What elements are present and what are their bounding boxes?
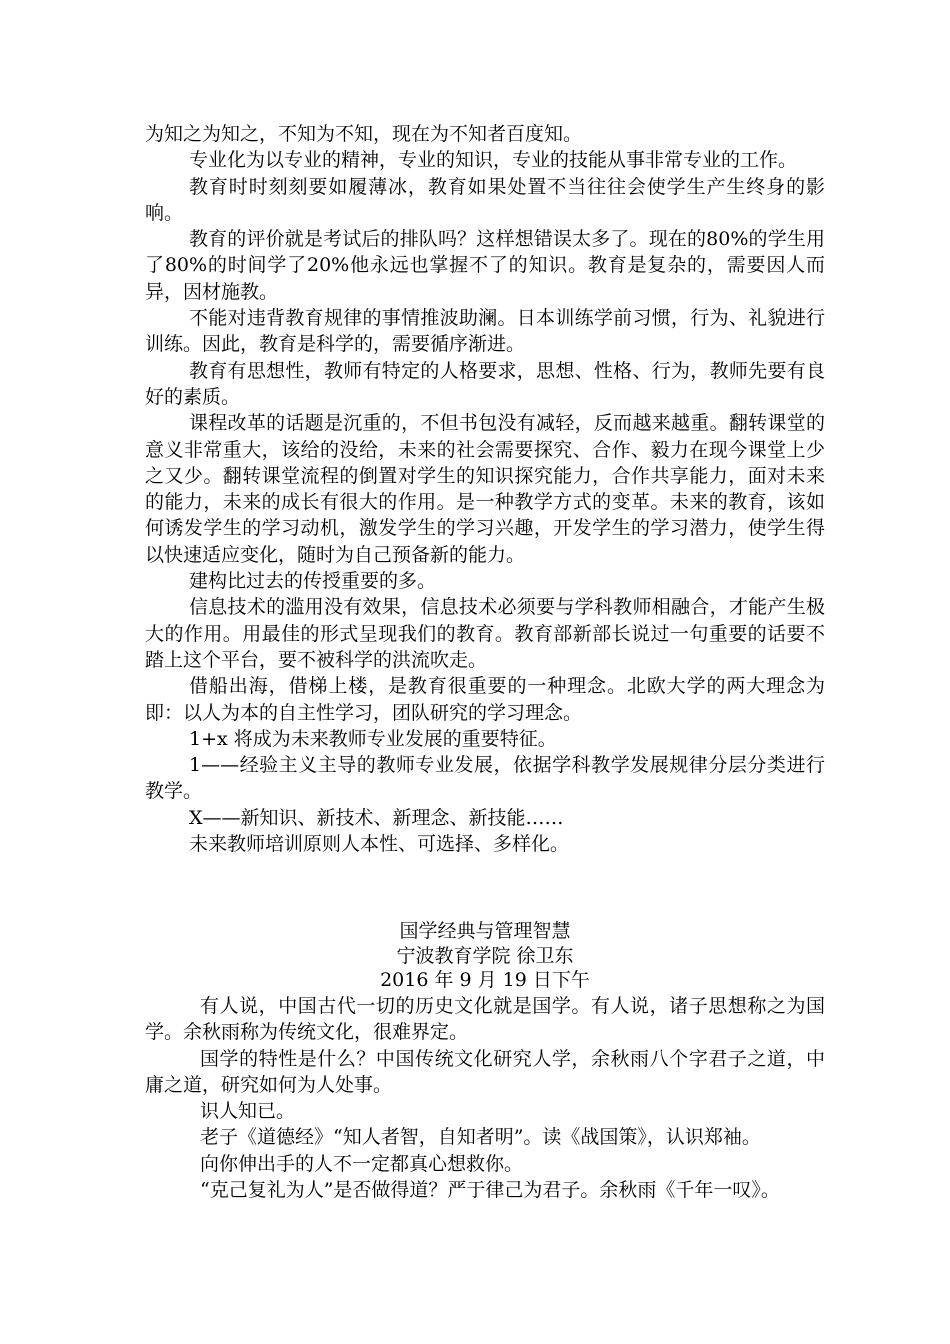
paragraph: 教育的评价就是考试后的排队吗？这样想错误太多了。现在的80%的学生用了80%的时间学了20%他永远也掌握不了的知识。教育是复杂的，需要因人而异，因材施教。 — [145, 228, 825, 303]
paragraph: 专业化为以专业的精神，专业的知识，专业的技能从事非常专业的工作。 — [189, 149, 798, 172]
paragraph: “克己复礼为人”是否做得道？严于律己为君子。余秋雨《千年一叹》。 — [200, 1179, 780, 1202]
section-author: 宁波教育学院 徐卫东 — [396, 944, 574, 967]
paragraph: 建构比过去的传授重要的多。 — [189, 570, 437, 593]
paragraph: 未来教师培训原则人本性、可选择、多样化。 — [189, 833, 570, 856]
paragraph: 老子《道德经》“知人者智，自知者明”。读《战国策》，认识郑袖。 — [200, 1126, 761, 1149]
paragraph: 国学的特性是什么？中国传统文化研究人学，余秋雨八个字君子之道，中庸之道，研究如何为人处事。 — [145, 1047, 825, 1096]
section-heading — [145, 919, 825, 993]
paragraph: 课程改革的话题是沉重的，不但书包没有减轻，反而越来越重。翻转课堂的意义非常重大，该给的没给，未来的社会需要探究、合作、毅力在现今课堂上少之又少。翻转课堂流程的倒置对学生的知识探究能力，合作共享能力，面对未来的能力，未来的成长有很大的作用。是一种教学方式的变革。未来的教育，该如何诱发学生的学习动机，激发学生的学习兴趣，开发学生的学习潜力，使学生得以快速适应变化，随时为自己预备新的能力。 — [145, 412, 825, 566]
paragraph: 借船出海，借梯上楼，是教育很重要的一种理念。北欧大学的两大理念为即：以人为本的自主性学习，团队研究的学习理念。 — [145, 675, 825, 724]
paragraph: 为知之为知之，不知为不知，现在为不知者百度知。 — [145, 123, 583, 145]
bottom-text-block — [145, 993, 825, 1203]
paragraph: 识人知已。 — [200, 1100, 296, 1123]
paragraph: X——新知识、新技术、新理念、新技能…… — [189, 806, 564, 829]
paragraph: 不能对违背教育规律的事情推波助澜。日本训练学前习惯，行为、礼貌进行训练。因此，教育是科学的，需要循序渐进。 — [145, 307, 825, 356]
paragraph: 教育有思想性，教师有特定的人格要求，思想、性格、行为，教师先要有良好的素质。 — [145, 359, 825, 408]
paragraph: 有人说，中国古代一切的历史文化就是国学。有人说，诸子思想称之为国学。余秋雨称为传统文化，很难界定。 — [145, 995, 825, 1044]
section-title: 国学经典与管理智慧 — [399, 920, 571, 942]
paragraph: 教育时时刻刻要如履薄冰，教育如果处置不当往往会使学生产生终身的影响。 — [145, 175, 825, 224]
paragraph: 1——经验主义主导的教师专业发展，依据学科教学发展规律分层分类进行教学。 — [145, 754, 825, 803]
paragraph: 信息技术的滥用没有效果，信息技术必须要与学科教师相融合，才能产生极大的作用。用最佳的形式呈现我们的教育。教育部新部长说过一句重要的话要不踏上这个平台，要不被科学的洪流吹走。 — [145, 596, 825, 671]
paragraph: 1+x 将成为未来教师专业发展的重要特征。 — [189, 727, 557, 750]
top-text-block — [145, 121, 825, 857]
paragraph: 向你伸出手的人不一定都真心想救你。 — [200, 1152, 524, 1175]
section-date: 2016 年 9 月 19 日下午 — [380, 969, 590, 991]
